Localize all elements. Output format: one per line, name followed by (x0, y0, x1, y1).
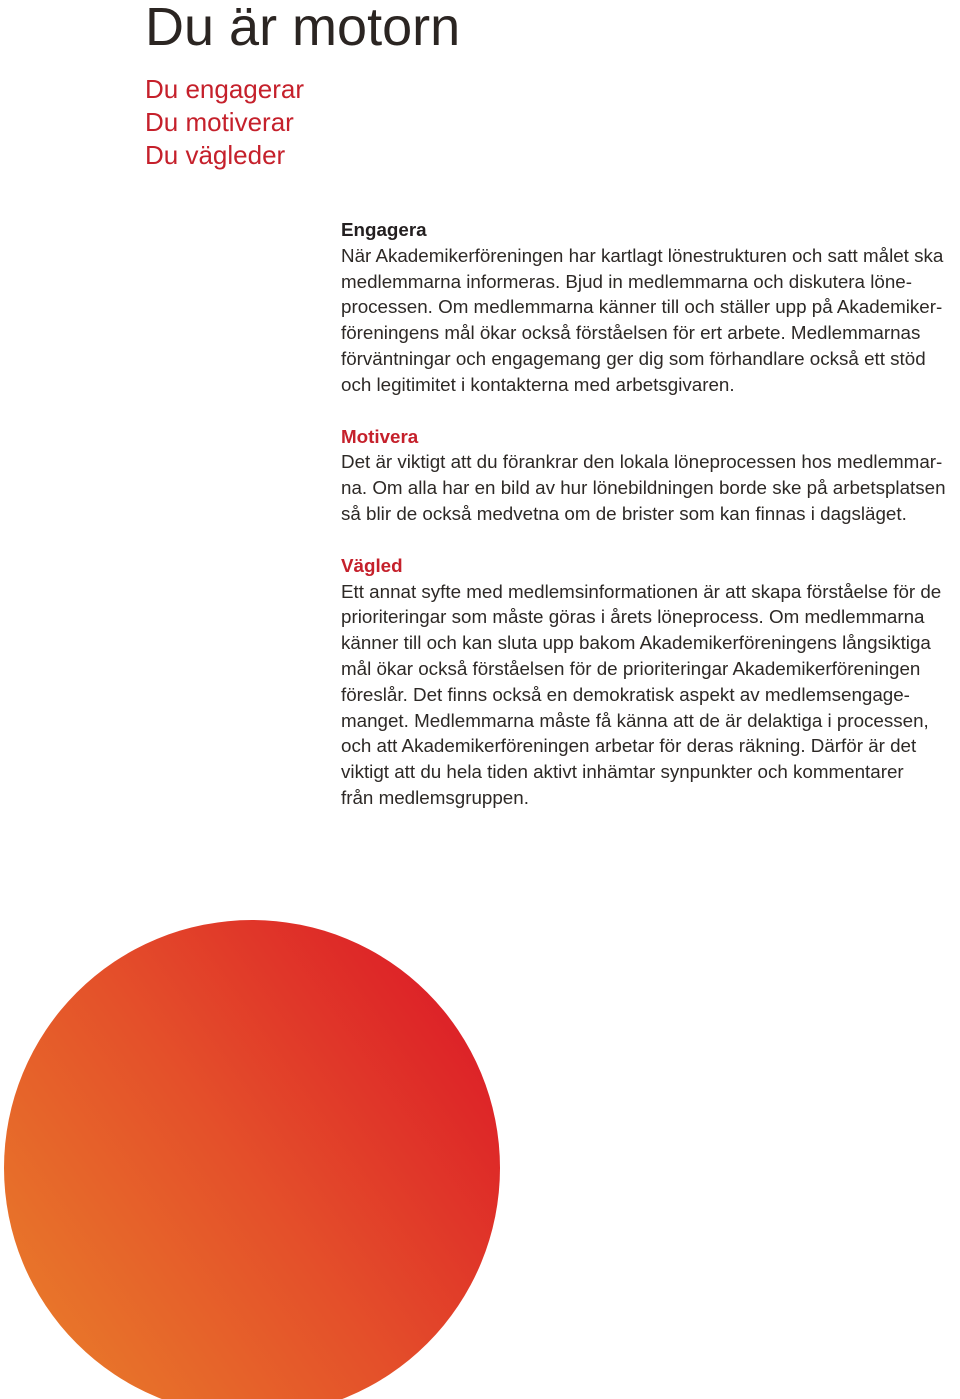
gradient-circle-graphic (0, 920, 960, 1399)
subtitle-vagleder: Du vägleder (145, 140, 286, 170)
body-column (341, 217, 958, 811)
subtitle-engagerar: Du engagerar (145, 74, 304, 104)
orange-red-circle (4, 920, 500, 1399)
body-line: prioriteringar som måste göras i årets löneprocess. Om medlemmarna (341, 606, 925, 628)
section-heading-engagera: Engagera (341, 219, 427, 240)
section-engagera (341, 217, 958, 398)
body-line: viktigt att du hela tiden aktivt inhämtar synpunkter och kommentarer (341, 761, 904, 783)
body-line: Ett annat syfte med medlemsinformationen är att skapa förståelse för de (341, 580, 942, 602)
body-line: Det är viktigt att du förankrar den lokala löneprocessen hos medlemmar- (341, 451, 943, 473)
decorative-circle (0, 920, 960, 1399)
body-line: na. Om alla har en bild av hur lönebildningen borde ske på arbetsplatsen (341, 477, 946, 499)
section-heading-motivera: Motivera (341, 425, 419, 447)
page-title: Du är motorn (145, 0, 461, 57)
body-line: förväntningar och engagemang ger dig som förhandlare också ett stöd (341, 347, 926, 369)
body-line: manget. Medlemmarna måste få känna att de är delaktiga i processen, (341, 709, 929, 731)
body-line: känner till och kan sluta upp bakom Akademikerföreningens långsiktiga (341, 632, 931, 654)
subtitle-motiverar: Du motiverar (145, 107, 294, 137)
body-line: föreslår. Det finns också en demokratisk aspekt av medlemsengage- (341, 683, 910, 705)
body-line: medlemmarna informeras. Bjud in medlemmarna och diskutera löne- (341, 270, 912, 292)
subtitle-list (145, 73, 304, 172)
body-line: och legitimitet i kontakterna med arbetsgivaren. (341, 373, 735, 395)
body-line: mål ökar också förståelsen för de prioriteringar Akademikerföreningen (341, 657, 921, 679)
body-line: från medlemsgruppen. (341, 786, 529, 808)
body-line: föreningens mål ökar också förståelsen för ert arbete. Medlemmarnas (341, 322, 921, 344)
section-motivera (341, 424, 958, 527)
body-line: så blir de också medvetna om de brister som kan finnas i dagsläget. (341, 502, 907, 524)
section-vagled (341, 553, 958, 811)
section-heading-vagled: Vägled (341, 554, 403, 576)
body-line: och att Akademikerföreningen arbetar för deras räkning. Därför är det (341, 735, 917, 757)
body-line: processen. Om medlemmarna känner till och ställer upp på Akademiker- (341, 296, 943, 318)
body-line: När Akademikerföreningen har kartlagt lönestrukturen och satt målet ska (341, 244, 944, 266)
